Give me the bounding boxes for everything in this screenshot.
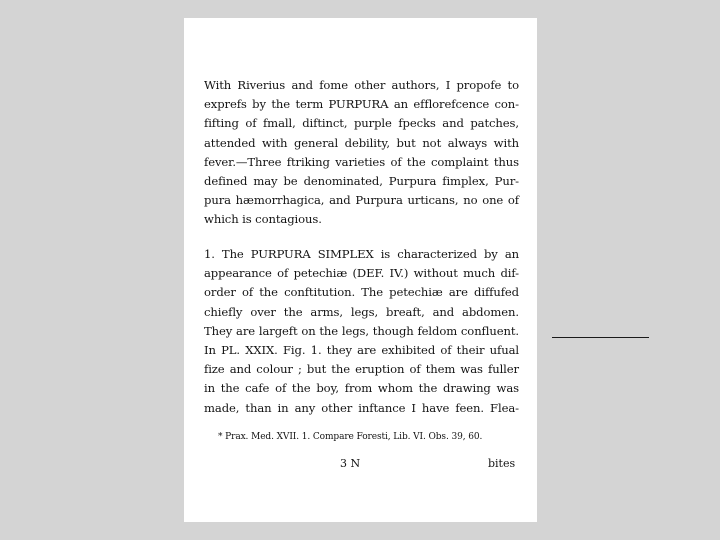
text-line: order of the conftitution. The petechiæ are diffufed [204,285,519,300]
text-line: In PL. XXIX. Fig. 1. they are exhibited of their ufual [204,342,519,357]
text-line: fifting of fmall, diftinct, purple fpecks and patches, [204,116,519,131]
text-line: attended with general debility, but not always with [204,135,519,150]
text-line: With Riverius and fome other authors, I propofe to [204,78,519,92]
signature-mark: 3 N [340,457,361,470]
footnote: * Prax. Med. XVII. 1. Compare Foresti, Lib. VI. Obs. 39, 60. [218,432,483,442]
text-line: They are largeft on the legs, though feldom confluent. [204,323,519,338]
text-line: in the cafe of the boy, from whom the drawing was [204,381,519,396]
text-line: pura hæmorrhagica, and Purpura urticans, no one of [204,193,519,208]
catchword: bites [488,457,516,470]
paragraph-intro [204,76,519,230]
book-page [184,18,537,522]
text-line: defined may be denominated, Purpura fimplex, Pur- [204,173,519,188]
text-line: fever.—Three ftriking varieties of the complaint thus [204,154,519,169]
text-line: exprefs by the term PURPURA an efflorefcence con- [204,97,519,112]
text-line: 1. The PURPURA SIMPLEX is characterized by an [204,247,519,261]
text-line: made, than in any other inftance I have feen. Flea- [204,400,519,415]
margin-rule [552,337,649,338]
text-line: chiefly over the arms, legs, breaft, and abdomen. [204,304,519,319]
text-line: appearance of petechiæ (DEF. IV.) without much dif- [204,266,519,281]
paragraph-purpura-simplex [204,245,519,418]
text-line: which is contagious. [204,212,322,227]
text-line: fize and colour ; but the eruption of them was fuller [204,362,519,377]
